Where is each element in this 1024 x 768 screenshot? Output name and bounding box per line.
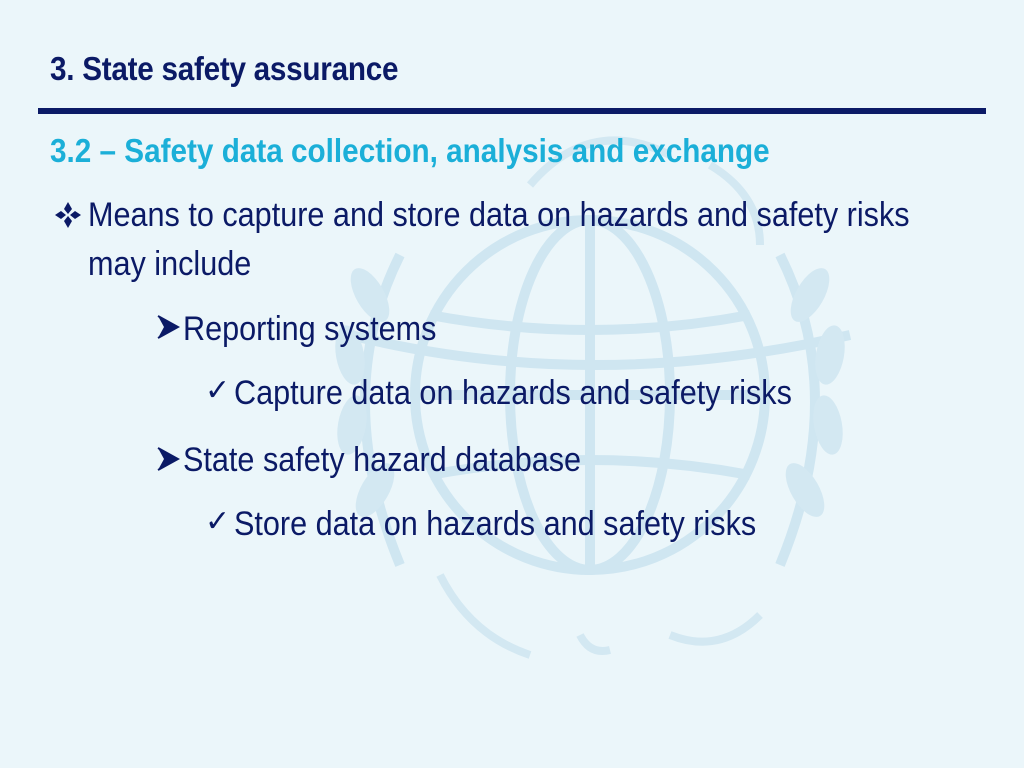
arrow-bullet-icon [156, 446, 180, 472]
slide-title: 3. State safety assurance [50, 50, 399, 87]
reporting-systems-label: Reporting systems [183, 310, 437, 348]
database-label: State safety hazard database [183, 441, 582, 479]
checkmark-icon: ✓ [205, 505, 231, 538]
title-divider [38, 108, 986, 114]
diamond-bullet-icon [50, 200, 86, 230]
reporting-detail: Capture data on hazards and safety risks [234, 374, 792, 412]
checkmark-icon: ✓ [205, 374, 231, 407]
main-bullet-line-2: may include [88, 245, 252, 283]
slide-subtitle: 3.2 – Safety data collection, analysis and exchange [50, 132, 770, 169]
arrow-bullet-icon [156, 314, 180, 340]
database-detail: Store data on hazards and safety risks [234, 505, 757, 543]
main-bullet-line-1: Means to capture and store data on hazards and safety risks [88, 196, 910, 234]
